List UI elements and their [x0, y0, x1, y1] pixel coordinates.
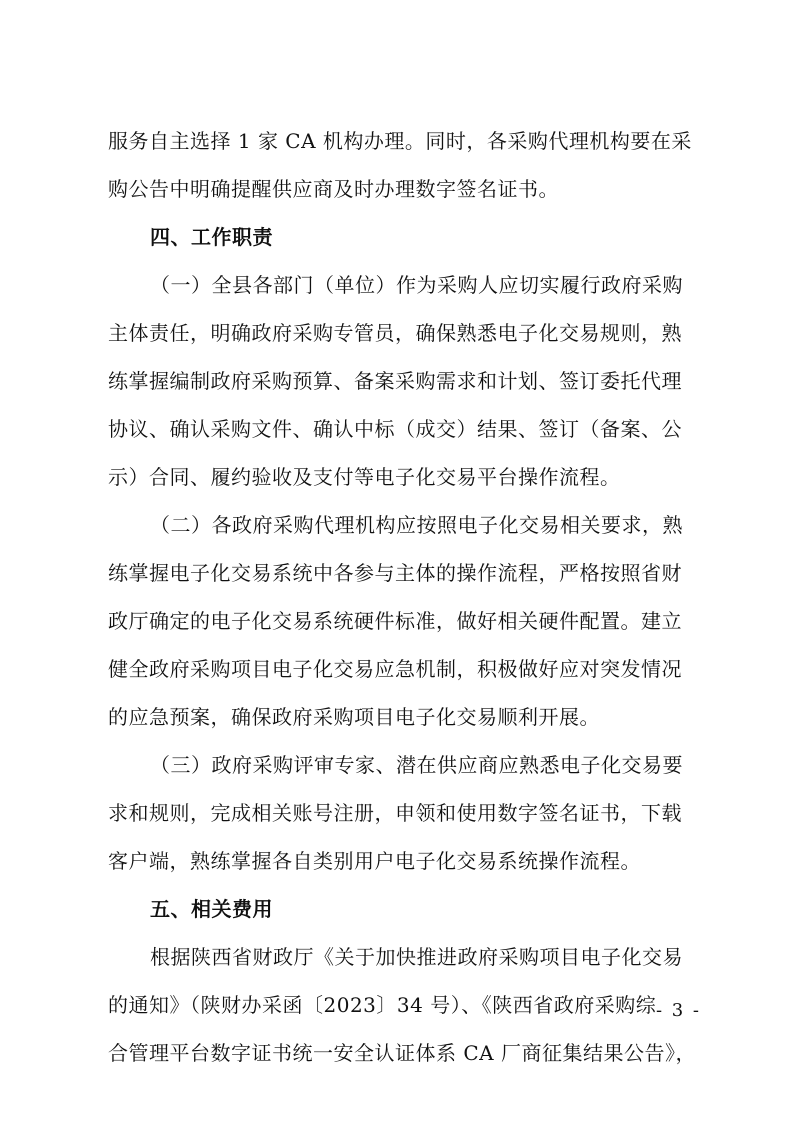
paragraph [108, 117, 708, 213]
section-heading [108, 213, 708, 261]
text-line: 练掌握编制政府采购预算、备案采购需求和计划、签订委托代理 [108, 369, 682, 393]
text-line: （三）政府采购评审专家、潜在供应商应熟悉电子化交易要 [150, 753, 683, 777]
text-line: 主体责任，明确政府采购专管员，确保熟悉电子化交易规则，熟 [108, 321, 682, 345]
text-line: 示）合同、履约验收及支付等电子化交易平台操作流程。 [108, 465, 621, 489]
section-heading [108, 885, 708, 933]
text-line: （二）各政府采购代理机构应按照电子化交易相关要求，熟 [150, 513, 683, 537]
text-line: 求和规则，完成相关账号注册，申领和使用数字签名证书，下载 [108, 801, 682, 825]
page-number: - 3 - [655, 1000, 701, 1021]
text-line: 健全政府采购项目电子化交易应急机制，积极做好应对突发情况 [108, 657, 682, 681]
text-line: 四、工作职责 [150, 225, 273, 249]
text-line: 根据陕西省财政厅《关于加快推进政府采购项目电子化交易 [150, 945, 683, 969]
text-line: 购公告中明确提醒供应商及时办理数字签名证书。 [108, 177, 559, 201]
text-line: 的通知》（陕财办采函〔2023〕34 号）、《陕西省政府采购综 [108, 993, 657, 1017]
paragraph [108, 933, 708, 1077]
text-line: 客户端，熟练掌握各自类别用户电子化交易系统操作流程。 [108, 849, 641, 873]
text-line: 政厅确定的电子化交易系统硬件标准，做好相关硬件配置。建立 [108, 609, 682, 633]
text-line: 五、相关费用 [150, 897, 273, 921]
paragraph [108, 741, 708, 885]
text-line: 合管理平台数字证书统一安全认证体系 CA 厂商征集结果公告》， [108, 1041, 696, 1065]
text-line: 协议、确认采购文件、确认中标（成交）结果、签订（备案、公 [108, 417, 682, 441]
paragraph [108, 501, 708, 741]
document-body [108, 117, 708, 1077]
text-line: （一）全县各部门（单位）作为采购人应切实履行政府采购 [150, 273, 683, 297]
text-line: 练掌握电子化交易系统中各参与主体的操作流程，严格按照省财 [108, 561, 682, 585]
paragraph [108, 261, 708, 501]
text-line: 的应急预案，确保政府采购项目电子化交易顺利开展。 [108, 705, 600, 729]
text-line: 服务自主选择 1 家 CA 机构办理。同时，各采购代理机构要在采 [108, 129, 692, 153]
